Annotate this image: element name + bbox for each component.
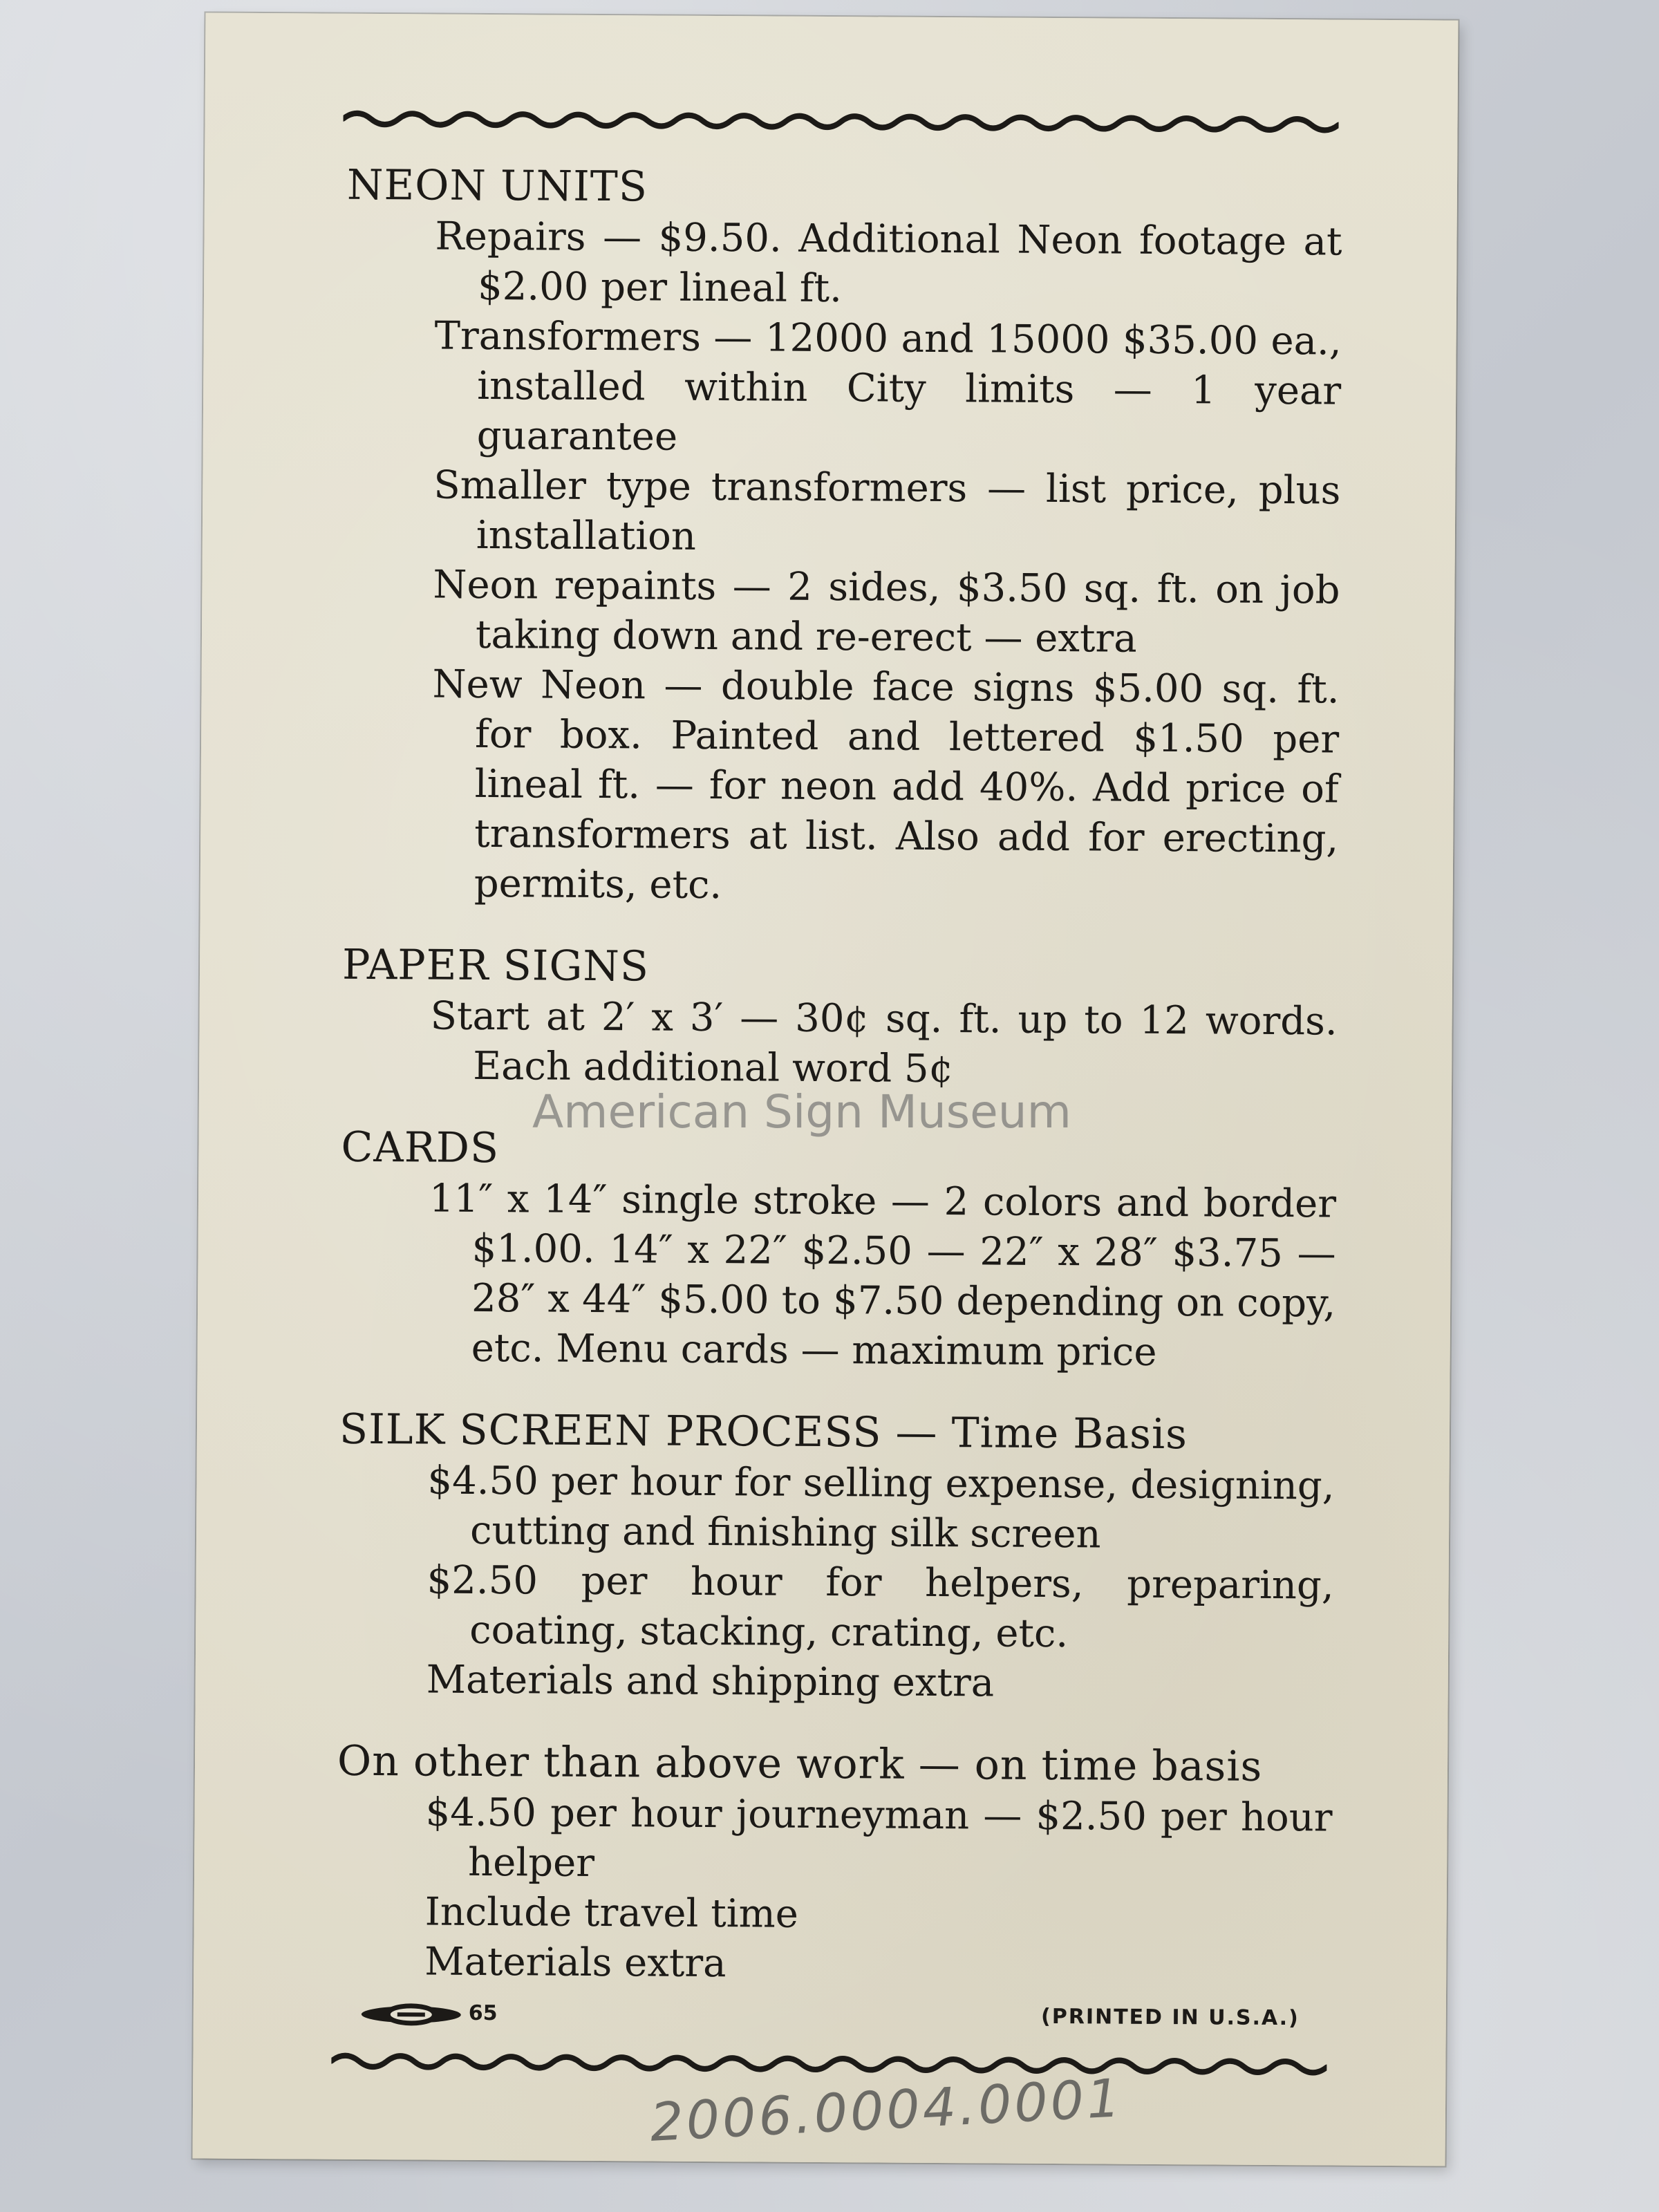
entry-silk-selling: $4.50 per hour for selling expense, designing, cutting and finishing silk screen (427, 1458, 1335, 1557)
entry-neon-repaints: Neon repaints — 2 sides, $3.50 sq. ft. on job taking down and re-erect — extra (433, 562, 1340, 662)
section-paper-signs (341, 939, 1338, 1097)
printed-in-usa: (PRINTED IN U.S.A.) (1040, 2004, 1300, 2031)
entry-cards: 11″ x 14″ single stroke — 2 colors and border $1.00. 14″ x 22″ $2.50 — 22″ x 28″ $3.75 — 28″ x 44″ $5.00 to $7.50 depending on copy, etc. Menu cards — maximum price (429, 1176, 1337, 1375)
entry-new-neon: New Neon — double face signs $5.00 sq. ft. for box. Painted and lettered $1.50 per lineal ft. — for neon add 40%. Add price of transformers at list. Also add for erecting, permits, etc. (432, 662, 1340, 908)
union-label-logo (359, 2002, 463, 2027)
section-other-work (336, 1735, 1333, 1993)
section-silk-screen (338, 1403, 1335, 1711)
card-footer (359, 1998, 1300, 2038)
section-neon-units (343, 159, 1343, 915)
entry-other-rates: $4.50 per hour journeyman — $2.50 per hour helper (425, 1790, 1333, 1886)
entry-silk-helpers: $2.50 per hour for helpers, preparing, coating, stacking, crating, etc. (427, 1557, 1334, 1657)
entry-transformers: Transformers — 12000 and 15000 $35.00 ea., installed within City limits — 1 year guarantee (434, 313, 1342, 460)
entry-travel-time: Include travel time (424, 1889, 799, 1937)
entry-materials-extra: Materials extra (424, 1939, 727, 1987)
entry-repairs: Repairs — $9.50. Additional Neon footage at $2.00 per lineal ft. (435, 214, 1342, 312)
accession-number: 2006.0004.0001 (648, 2067, 1125, 2153)
section-heading: NEON UNITS (346, 160, 648, 212)
section-heading: SILK SCREEN PROCESS — Time Basis (339, 1405, 1188, 1459)
print-code: 65 (468, 2000, 498, 2026)
section-cards (339, 1121, 1336, 1379)
bottom-wave-ornament (331, 2046, 1327, 2080)
entry-smaller-transformers: Smaller type transformers — list price, plus installation (433, 462, 1341, 559)
section-heading: CARDS (341, 1123, 500, 1173)
section-heading: On other than above work — on time basis (337, 1736, 1263, 1791)
section-heading: PAPER SIGNS (341, 940, 650, 991)
top-wave-ornament (343, 104, 1338, 138)
entry-silk-materials: Materials and shipping extra (426, 1657, 995, 1706)
entry-paper-signs: Start at 2′ x 3′ — 30¢ sq. ft. up to 12 words. Each additional word 5¢ (430, 993, 1338, 1092)
museum-watermark: American Sign Museum (532, 1085, 1071, 1138)
